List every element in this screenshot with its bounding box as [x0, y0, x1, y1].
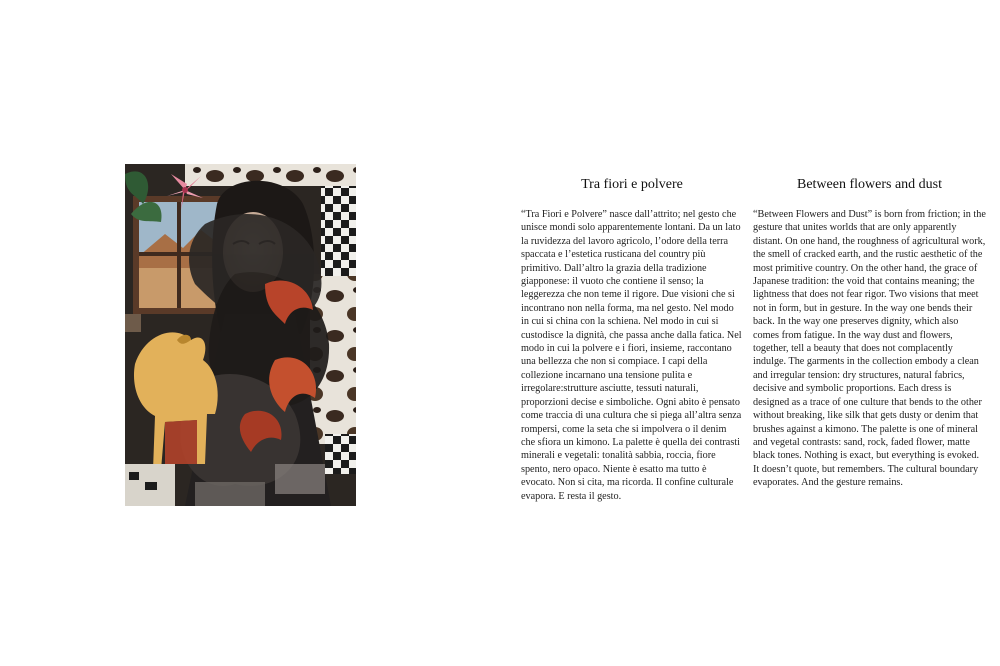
moodboard-collage — [125, 164, 356, 506]
english-body: “Between Flowers and Dust” is born from friction; in the gesture that unites worlds that are only apparently distant. On one hand, the roughness of agricultural work, the smell of cracked earth, and the rustic aesthetic of the most primitive country. On the other hand, the grace of Japanese tradition: the void that contains meaning; the lightness that does not fear rigor. Two visions that meet not in form, but in gesture. In the way one bends their back. In the way one preserves dignity, which also comes from fatigue. In the way dust and flowers, together, tell a beauty that does not complacently indulge. The garments in the collection embody a clean and irregular tension: dry structures, natural fabrics, decisive and symbolic proportions. Each dress is designed as a trace of one culture that bends to the other without breaking, like silk that gets dusty or denim that brushes against a kimono. The palette is one of mineral and vegetal contrasts: sand, rock, faded flower, matte black tones. Nothing is exact, but everything is evoked. It doesn’t quote, but remembers. The cultural boundary evaporates. And the gesture remains. — [753, 209, 986, 489]
english-text-column — [753, 176, 986, 490]
collage-artwork — [125, 164, 356, 506]
english-title: Between flowers and dust — [796, 177, 943, 192]
italian-title: Tra fiori e polvere — [581, 177, 683, 192]
italian-body: “Tra Fiori e Polvere” nasce dall’attrito; nel gesto che unisce mondi solo apparentemente lontani. Da un lato la ruvidezza del lavoro agricolo, l’odore della terra spaccata e l’estetica rusticana del country più primitivo. Dall’altro la grazia della tradizione giapponese: il vuoto che contiene il senso; la leggerezza che non teme il rigore. Due visioni che si incontrano non nella forma, ma nel gesto. Nel modo in cui si china con la schiena. Nel modo in cui si custodisce la dignità, che passa anche dalla fatica. Nel modo in cui la polvere e i fiori, insieme, raccontano una bellezza che non si compiace. I capi della collezione incarnano una tensione pulita e irregolare:strutture asciutte, tessuti naturali, proporzioni decise e simboliche. Ogni abito è pensato come traccia di una cultura che si piega all’altra senza rompersi, come la seta che si impolvera o il denim che sfiora un kimono. La palette è quella dei contrasti minerali e vegetali: tonalità sabbia, roccia, fiore spento, nero opaco. Niente è esatto ma tutto è evocato. Non si cita, ma ricorda. Il confine culturale evapora. E resta il gesto. — [521, 209, 742, 502]
italian-text-column — [521, 176, 743, 503]
